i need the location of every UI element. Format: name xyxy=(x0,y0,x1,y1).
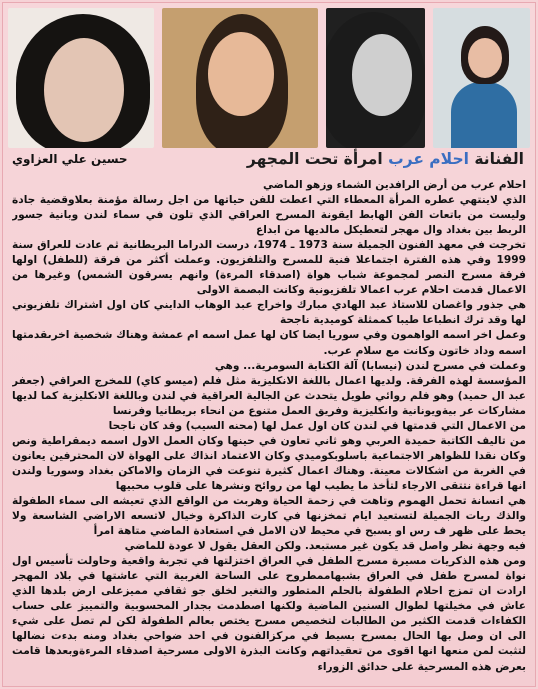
paragraph: من تاليف الكاتبة حميدة العربي وهو ثاني تعاون في حينها وكان العمل الاول اسمه ديمقراطية ونص وكان نقدا للظواهر الاجتماعية باسلوبكوميدي وكان الاعتماد انذاك على الهواة لان المحترفين يعانون في الغربة من اشكالات معينة. وهناك اعمال كثيرة تنوعت في الزمان والاماكن بغداد وسوريا ولندن انها قراءة نتتقى الارجاء لتأخذ ما يطيب لها من روائح ونشرها على قلوب محبيها xyxy=(12,434,526,492)
paragraph: وعملت في مسرح لندن (نيسابا) آلة الكتابة السومرية... وهي xyxy=(214,359,526,372)
author-name: حسين علي العزاوي xyxy=(12,152,128,166)
portrait-face xyxy=(352,34,412,116)
paragraph: وعمل اخر اسمه الواهمون وفي سوريا ايضا كان لها عمل اسمه ام عمشة وهناك شخصية اخرىقدمتها اسمه وداد خاتون وكانت مع سلام عرب. xyxy=(12,329,526,357)
paragraph: من الاعمال التي قدمتها في لندن كان اول عمل لها (محنه السيب) وقد كان ناجحا xyxy=(108,419,526,432)
paragraph: الذي لاينتهي عطره المرأة المعطاء التي اعطت للفن حياتها من اجل رسالة مؤمنة بعلاوقضية جادة وليست من باتعات الفن الهابط ايقونة المسرح العراقي الذي تلون في سماء لندن وبانية جسور الربط بين بغداد وال مهجر لتعطيكل مالديها من ابداع xyxy=(12,194,526,237)
article-header xyxy=(12,150,524,176)
paragraph: هي انسانة تحمل الهموم وتاهت في زحمة الحياة وهربت من الواقع الذي تعيشه الى سماء الطفولة والذك ريات الجميلة لتستعيد ايام تمخزنها في كارت الذاكرة وخيال لاتسعه الاراضي الشاسعة ولا يحط على ظهر ف رس او يسبح في محيط لان الامل في استعادة الماضي متاهة امرأ xyxy=(12,494,526,538)
portrait-torso xyxy=(451,82,517,148)
paragraph: احلام عرب من أرض الرافدين الشماء وزهو الماضي xyxy=(262,179,526,191)
photo-strip xyxy=(8,8,530,148)
title-suffix: امرأة تحت المجهر xyxy=(246,150,383,168)
title-name: احلام عرب xyxy=(388,150,469,168)
portrait-face xyxy=(44,38,124,142)
article-title xyxy=(247,150,524,168)
title-prefix: الفنانة xyxy=(474,150,524,168)
portrait-photo-2 xyxy=(162,8,318,148)
portrait-face xyxy=(468,38,502,78)
portrait-photo-1 xyxy=(8,8,154,148)
paragraph: هي جذور واغصان للاستاذ عبد الهادي مبارك واخراج عبد الوهاب الدايني كان اول اشتراك تلفزيوني لها وقد ترك انطباعا طيبا كممثلة كوميدية ناجحة xyxy=(12,299,526,327)
paragraph: ومن هذه الذكريات مسيرة مسرح الطفل في العراق اختزلتها في تجربة واقعية وحاولت تأسيس اول نواة لمسرح طفل في العراق بشبهاممطروح على الساحة الغربية التي عاشتها في بلاد المهجر ارادت ان تمزج احلام الطفولة بالحلم المتطور والتغير لخلق جو ثقافي مميزعلى ارض بلدها الذي عاش في مخيلتها لطوال السنين الماضية ولكنها اصطدمت بجدار المحسوبية والتمييز على حساب الكفاءات قدمت الكثير من الطالبات لتخصيص مسرح يختص بعالم الطفولة لكن لم تصل على شيء الى ان وصل بها الحال بمسرح بسيط في مركزالفنون في احد ضواحي بغداد ومنه بدءت نضالها لتثبت لمن منعها انها اقوى من تعقيداتهم وكانت البذرة الاولى مسرحية اصدقاء المرءةوبعدها قامت بعرض هذه المسرحية على حدائق الزوراء xyxy=(12,555,526,673)
paragraph: فيه وجهة نظر واصل قد يكون غير مستبعد. ولكن العقل يقول لا عودة للماضي xyxy=(124,540,526,553)
portrait-face xyxy=(208,32,274,116)
portrait-photo-3 xyxy=(326,8,425,148)
article-body xyxy=(12,178,526,680)
paragraph: تخرجت في معهد الفنون الجميلة سنة 1973 ـ 1974، درست الدراما البريطانية ثم عادت للعراق سنة 1999 وفي هذه الفترة اجتماعلا فنية للمسرح والتلفزيون. وعملت أكثر من فرقة (للطفل) اولها فرقة مسرح النصر لمجموعة شباب هواة (اصدقاء المرءة) وانهم يسرقون الشمس) وغيرها من الاعمال قدمت احلام عرب اعمالا تلفزيونية وكانت البصمة الاولى xyxy=(12,239,526,297)
paragraph: المؤسسة لهذه الفرقة. ولديها اعمال باللغة الانكليزية مثل فلم (ميسو كاي) للمخرج العراقي (جعفر عبد ال حميد) وهو فلم روائي طويل يتحدث عن الجالية العراقية في لندن وباللغة الانكليزية كما لديها مشاركات عر بيةويونانية وانكليزية وفريق العمل متنوع من انحاء بريطانيا وفرنسا xyxy=(12,374,526,417)
portrait-photo-4 xyxy=(433,8,530,148)
